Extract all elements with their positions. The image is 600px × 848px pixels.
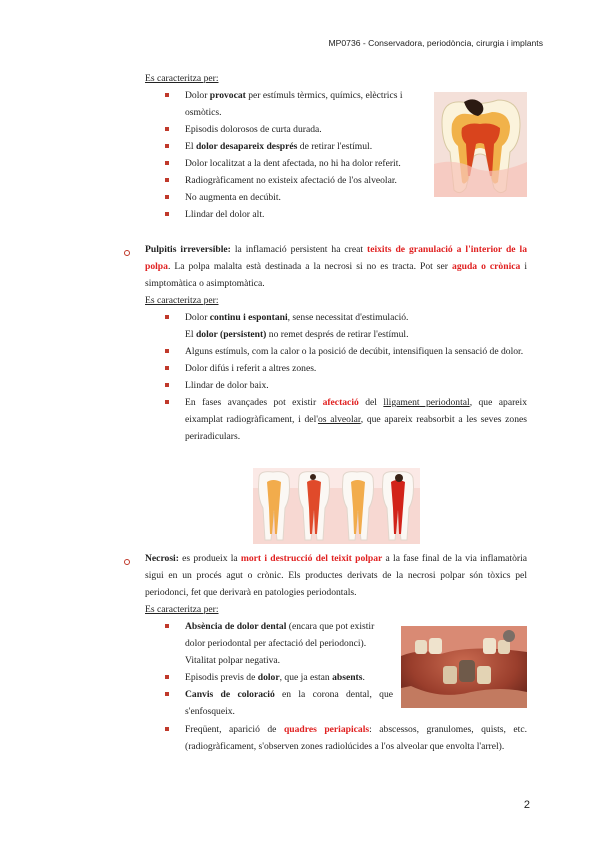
list-item: Dolor localitzat a la dent afectada, no hi ha dolor referit. — [145, 155, 435, 172]
bullet-circle — [124, 559, 130, 565]
list-item: Llindar del dolor alt. — [145, 206, 435, 223]
section3-list-bottom — [145, 721, 527, 755]
list-item: No augmenta en decúbit. — [145, 189, 435, 206]
list-item: Absència de dolor dental (encara que pot existir dolor periodontal per afectació del periodonci). — [145, 618, 393, 652]
pulpitis-teeth-image — [253, 468, 420, 544]
section3-list — [145, 618, 393, 720]
list-item: Dolor continu i espontani, sense necessitat d'estimulació. — [145, 309, 527, 326]
list-item: Canvis de coloració en la corona dental, que s'enfosqueix. — [145, 686, 393, 720]
section1-subhead: Es caracteritza per: — [145, 73, 219, 84]
section2 — [145, 241, 527, 445]
page-number: 2 — [523, 799, 530, 811]
section3-subhead: Es caracteritza per: — [145, 604, 219, 615]
list-item: Episodis previs de dolor, que ja estan absents. — [145, 669, 393, 686]
section1 — [145, 70, 435, 223]
section2-subhead: Es caracteritza per: — [145, 295, 219, 306]
list-item: El dolor (persistent) no remet després de retirar l'estímul. — [185, 329, 409, 340]
section3 — [145, 550, 527, 618]
section3-list-top — [145, 618, 393, 720]
list-item: Radiogràficament no existeix afectació de l'os alveolar. — [145, 172, 435, 189]
bullet-circle — [124, 250, 130, 256]
section3-intro: Necrosi: es produeix la mort i destrucció del teixit polpar a la fase final de la via inflamatòria sigui en un procés agut o crònic. Els productes derivats de la necrosi polpar són tòxics pel periodonci, fet que derivarà en patologies periodontals. — [145, 553, 527, 598]
list-item: El dolor desapareix després de retirar l'estímul. — [145, 138, 435, 155]
tooth-caries-image — [434, 92, 527, 197]
list-item: Dolor difús i referit a altres zones. — [145, 360, 527, 377]
section1-list — [145, 87, 435, 223]
list-item: Llindar de dolor baix. — [145, 377, 527, 394]
necrotic-tooth-photo — [401, 626, 527, 708]
list-item: Vitalitat polpar negativa. — [185, 655, 281, 666]
list-item: Episodis dolorosos de curta durada. — [145, 121, 435, 138]
list-item-cont: osmòtics. — [185, 107, 222, 118]
section2-intro: Pulpitis irreversible: la inflamació persistent ha creat teixits de granulació a l'interior de la polpa. La polpa malalta està destinada a la necrosi si no es tracta. Pot ser aguda o crònica i simptomàtica o asimptomàtica. — [145, 244, 527, 289]
list-item: Dolor provocat per estímuls tèrmics, químics, elèctrics i — [145, 87, 435, 104]
list-item: En fases avançades pot existir afectació del lligament periodontal, que apareix eixamplat radiogràficament, i del'os alveolar, que apareix reabsorbit a les seves zones periradiculars. — [145, 394, 527, 445]
page-header: MP0736 - Conservadora, periodòncia, cirurgia i implants — [328, 38, 543, 48]
list-item: Alguns estímuls, com la calor o la posició de decúbit, intensifiquen la sensació de dolor. — [145, 343, 527, 360]
list-item: Freqüent, aparició de quadres periapicals: abscessos, granulomes, quists, etc. (radiogràficament, s'observen zones radiolúcides a l'os alveolar que envolta l'arrel). — [145, 721, 527, 755]
section2-list — [145, 309, 527, 445]
